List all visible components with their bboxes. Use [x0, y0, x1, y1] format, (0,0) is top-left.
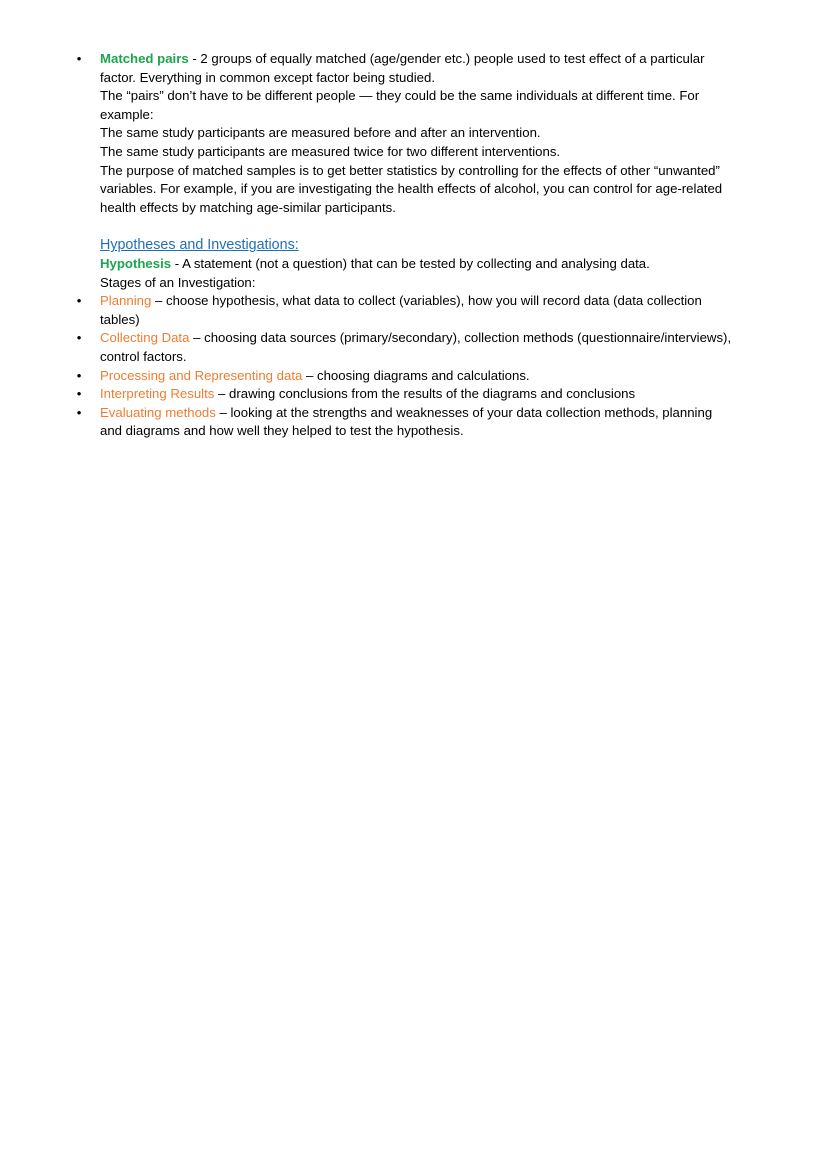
bullet-marker: • [76, 386, 82, 402]
stage-item-evaluating [0, 404, 828, 441]
matched-pairs-line-4: example: [100, 106, 154, 122]
matched-pairs-line-5: The same study participants are measured before and after an intervention. [100, 125, 541, 141]
stage-item-processing [0, 367, 828, 386]
matched-pairs-line-9: health effects by matching age-similar participants. [100, 199, 396, 215]
stage-line-2: tables) [100, 311, 140, 327]
stage-term: Interpreting Results [100, 386, 215, 402]
stage-description: – choosing data sources (primary/secondary), collection methods (questionnaire/interviews), [189, 330, 732, 346]
stage-line-1 [100, 385, 782, 404]
bullet-marker: • [76, 367, 82, 383]
matched-pairs-line-2: factor. Everything in common except factor being studied. [100, 69, 435, 85]
bullet-marker: • [76, 293, 82, 309]
section-heading-row [0, 236, 828, 255]
matched-pairs-line-3: The “pairs” don’t have to be different people — they could be the same individuals at different time. For [100, 88, 700, 104]
bullet-marker: • [76, 330, 82, 346]
stage-term: Collecting Data [100, 330, 190, 346]
stage-term: Planning [100, 293, 152, 309]
stage-line-2: control factors. [100, 348, 187, 364]
hypothesis-line [0, 255, 828, 274]
document-page [0, 50, 828, 441]
matched-pairs-line-6: The same study participants are measured twice for two different interventions. [100, 143, 561, 159]
stage-description: – choosing diagrams and calculations. [302, 367, 530, 383]
stage-item-interpreting [0, 385, 828, 404]
matched-pairs-definition: - 2 groups of equally matched (age/gender etc.) people used to test effect of a particular [188, 51, 705, 66]
matched-pairs-term: Matched pairs [100, 51, 189, 66]
stage-line-1 [100, 292, 782, 311]
matched-pairs-line-8: variables. For example, if you are investigating the health effects of alcohol, you can control for age-related [100, 181, 723, 197]
stage-description: – drawing conclusions from the results of the diagrams and conclusions [214, 386, 636, 402]
hypothesis-definition: - A statement (not a question) that can be tested by collecting and analysing data. [171, 255, 650, 271]
stage-term: Processing and Representing data [100, 367, 303, 383]
stage-term: Evaluating methods [100, 404, 216, 420]
stage-line-1 [100, 367, 782, 386]
stage-item-collecting-data [0, 329, 828, 366]
matched-pairs-line-7: The purpose of matched samples is to get better statistics by controlling for the effects of other “unwanted” [100, 162, 720, 178]
bullet-marker: • [76, 404, 82, 420]
stage-line-1 [100, 404, 782, 423]
stage-line-1 [100, 329, 782, 348]
stage-description: – choose hypothesis, what data to collect (variables), how you will record data (data collection [151, 293, 702, 309]
hypothesis-term: Hypothesis [100, 255, 172, 271]
stage-description: – looking at the strengths and weaknesses of your data collection methods, planning [215, 404, 713, 420]
bullet-marker: • [76, 51, 82, 66]
matched-pairs-line-1 [100, 50, 782, 69]
stage-line-2: and diagrams and how well they helped to test the hypothesis. [100, 423, 464, 439]
spacer [0, 217, 828, 236]
stages-label: Stages of an Investigation: [100, 274, 256, 290]
stage-item-planning [0, 292, 828, 329]
section-heading: Hypotheses and Investigations: [100, 237, 299, 254]
matched-pairs-item [0, 50, 828, 217]
